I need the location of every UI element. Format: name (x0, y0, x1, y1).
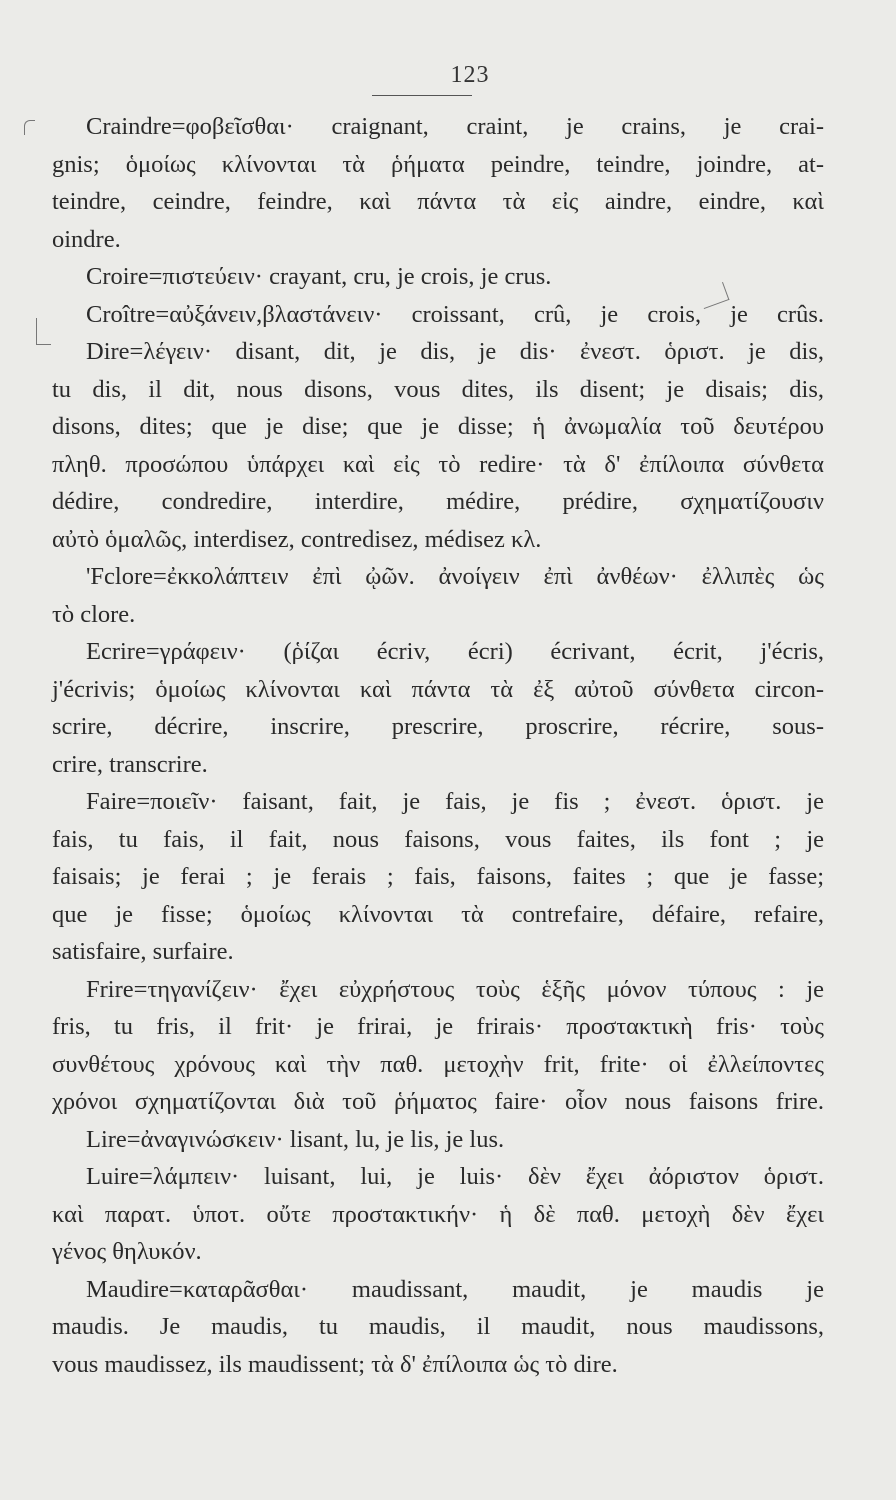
text-line: j'écrivis; ὁμοίως κλίνονται καὶ πάντα τὰ ἐξ αὐτοῦ σύνθετα circon- (52, 675, 824, 703)
text-line: χρόνοι σχηματίζονται διὰ τοῦ ῥήματος faire· οἷον nous faisons frire. (52, 1088, 824, 1115)
text-line: vous maudissez, ils maudissent; τὰ δ' ἐπίλοιπα ὡς τὸ dire. (52, 1350, 618, 1378)
text-line: συνθέτους χρόνους καὶ τὴν παθ. μετοχὴν frit, frite· οἱ ἐλλείποντες (52, 1050, 824, 1078)
text-line: gnis; ὁμοίως κλίνονται τὰ ῥήματα peindre, teindre, joindre, at- (52, 150, 824, 178)
text-line: Lire=ἀναγινώσκειν· lisant, lu, je lis, je lus. (86, 1125, 505, 1153)
text-line: τὸ clore. (52, 600, 136, 628)
page-number: 123 (450, 62, 490, 88)
text-line: Craindre=φοβεῖσθαι· craignant, craint, je crains, je crai- (86, 113, 824, 140)
text-line: maudis. Je maudis, tu maudis, il maudit, nous maudissons, (52, 1313, 824, 1340)
text-line: Dire=λέγειν· disant, dit, je dis, je dis· ἐνεστ. ὁριστ. je dis, (86, 338, 824, 365)
text-line: Faire=ποιεῖν· faisant, fait, je fais, je fis ; ἐνεστ. ὁριστ. je (86, 788, 824, 815)
text-line: crire, transcrire. (52, 750, 208, 778)
text-line: scrire, décrire, inscrire, prescrire, proscrire, récrire, sous- (52, 713, 824, 740)
text-line: Maudire=καταρᾶσθαι· maudissant, maudit, je maudis je (86, 1275, 824, 1303)
text-line: dédire, condredire, interdire, médire, prédire, σχηματίζουσιν (52, 488, 824, 515)
text-line: satisfaire, surfaire. (52, 938, 234, 965)
pencil-mark (24, 120, 35, 135)
text-line: que je fisse; ὁμοίως κλίνονται τὰ contrefaire, défaire, refaire, (52, 900, 824, 928)
text-line: γένος θηλυκόν. (52, 1238, 202, 1265)
text-line: faisais; je ferai ; je ferais ; fais, faisons, faites ; que je fasse; (52, 863, 824, 890)
text-line: Croître=αὐξάνειν,βλαστάνειν· croissant, crû, je crois, je crûs. (86, 300, 824, 328)
text-line: καὶ παρατ. ὑποτ. οὔτε προστακτικήν· ἡ δὲ παθ. μετοχὴ δὲν ἔχει (52, 1200, 824, 1228)
text-line: teindre, ceindre, feindre, καὶ πάντα τὰ εἰς aindre, eindre, καὶ (52, 188, 824, 215)
text-line: disons, dites; que je dise; que je disse; ἡ ἀνωμαλία τοῦ δευτέρου (52, 413, 824, 440)
header-rule (372, 95, 472, 96)
text-line: Croire=πιστεύειν· crayant, cru, je crois, je crus. (86, 263, 552, 290)
pencil-mark (36, 318, 51, 345)
text-line: tu dis, il dit, nous disons, vous dites, ils disent; je disais; dis, (52, 375, 824, 403)
text-line: fais, tu fais, il fait, nous faisons, vous faites, ils font ; je (52, 825, 824, 853)
text-line: fris, tu fris, il frit· je frirai, je frirais· προστακτικὴ fris· τοὺς (52, 1013, 824, 1040)
text-line: Luire=λάμπειν· luisant, lui, je luis· δὲν ἔχει ἀόριστον ὁριστ. (86, 1163, 824, 1190)
text-line: 'Fclore=ἐκκολάπτειν ἐπὶ ᾠῶν. ἀνοίγειν ἐπὶ ἀνθέων· ἐλλιπὲς ὡς (86, 563, 824, 590)
text-line: πληθ. προσώπου ὑπάρχει καὶ εἰς τὸ redire· τὰ δ' ἐπίλοιπα σύνθετα (52, 450, 824, 478)
text-line: αὐτὸ ὁμαλῶς, interdisez, contredisez, médisez κλ. (52, 525, 542, 553)
text-line: oindre. (52, 225, 121, 253)
text-line: Ecrire=γράφειν· (ῥίζαι écriv, écri) écrivant, écrit, j'écris, (86, 638, 824, 665)
text-line: Frire=τηγανίζειν· ἔχει εὐχρήστους τοὺς ἑξῆς μόνον τύπους : je (86, 975, 824, 1003)
